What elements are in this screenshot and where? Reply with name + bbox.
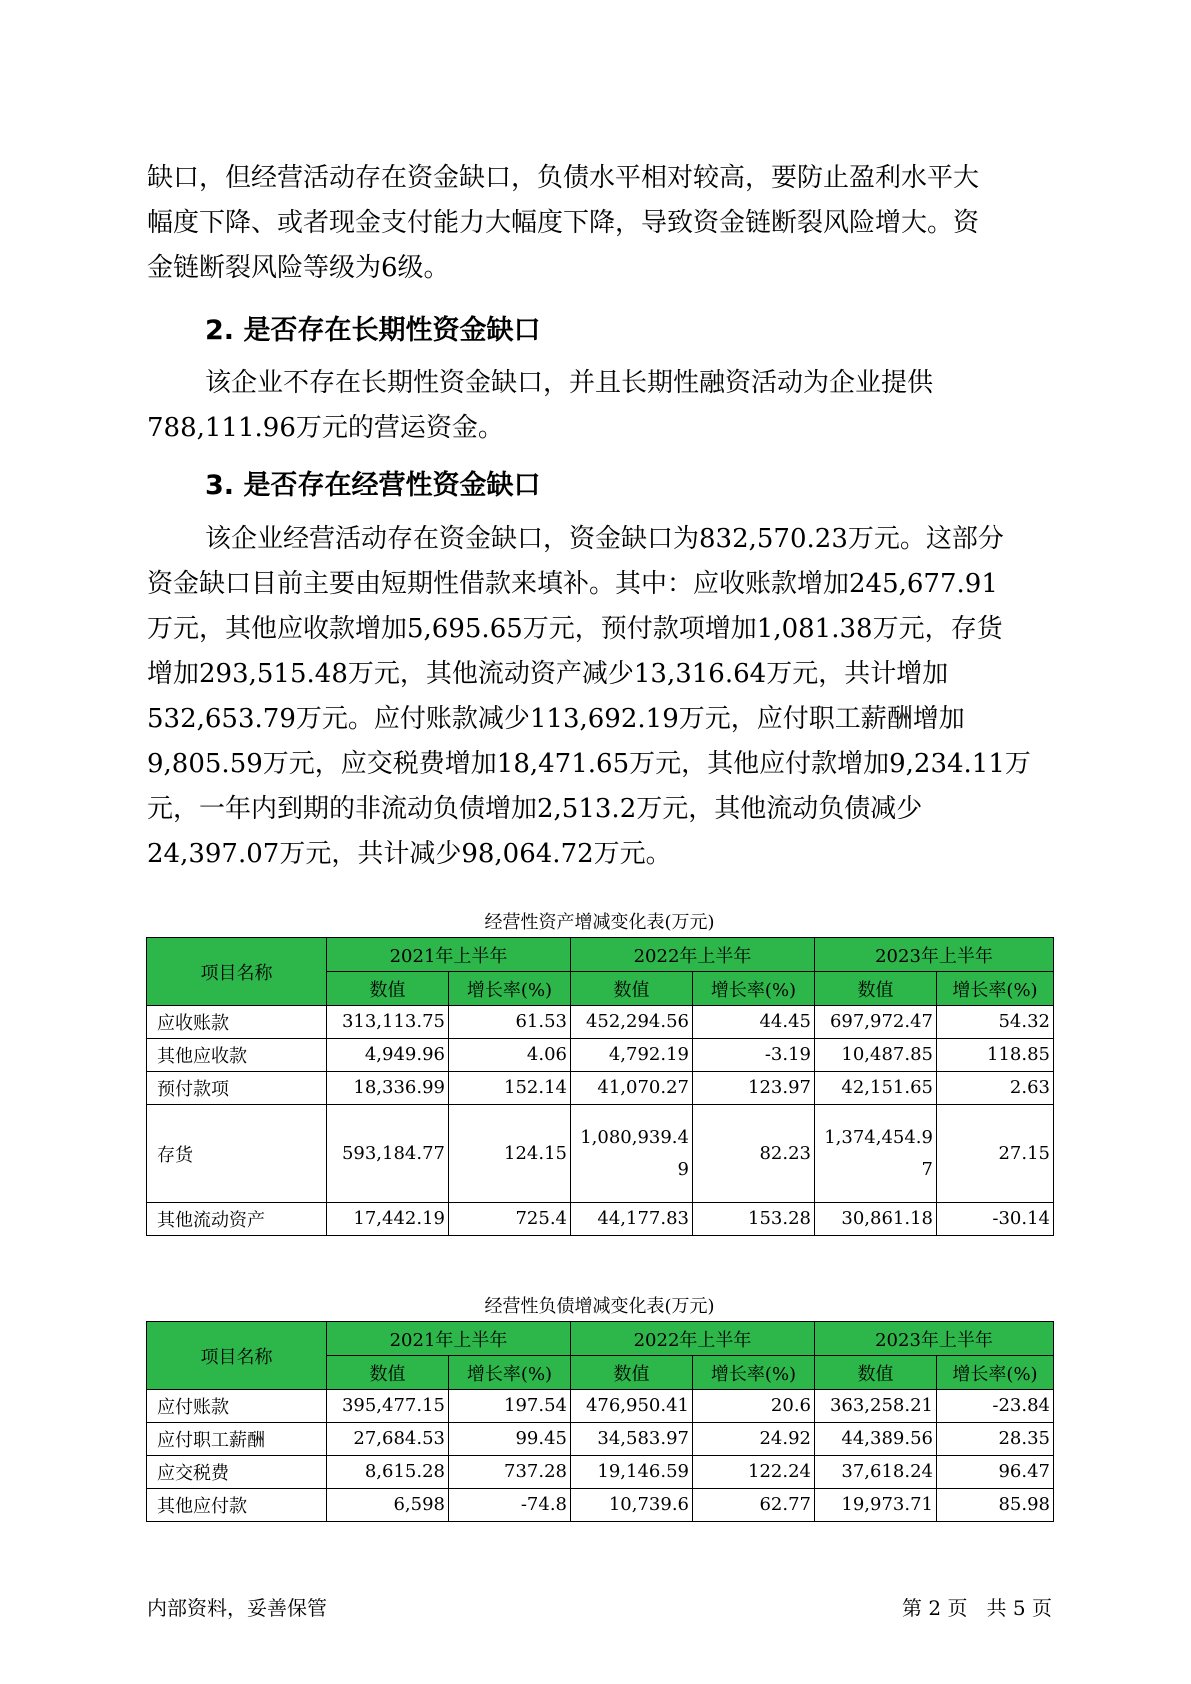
text-line: 该企业不存在长期性资金缺口，并且长期性融资活动为企业提供 (205, 368, 934, 398)
cell-rate: 122.24 (693, 1456, 815, 1489)
cell-value: 10,739.6 (571, 1489, 693, 1522)
cell-value: 41,070.27 (571, 1072, 693, 1105)
cell-rate: 24.92 (693, 1423, 815, 1456)
text-line: 532,653.79万元。应付账款减少113,692.19万元，应付职工薪酬增加 (147, 704, 965, 734)
text-line: 增加293,515.48万元，其他流动资产减少13,316.64万元，共计增加 (147, 659, 949, 689)
text-line: 元，一年内到期的非流动负债增加2,513.2万元，其他流动负债减少 (147, 794, 923, 824)
cell-rate: 123.97 (693, 1072, 815, 1105)
cell-rate: 124.15 (449, 1105, 571, 1203)
cell-rate: 118.85 (937, 1039, 1054, 1072)
row-name: 存货 (147, 1105, 327, 1203)
header-item-name: 项目名称 (147, 1322, 327, 1390)
table-row (147, 1006, 1054, 1039)
cell-value: 42,151.65 (815, 1072, 937, 1105)
text-line: 788,111.96万元的营运资金。 (147, 413, 504, 443)
operating-liabilities-table (146, 1321, 1054, 1522)
header-period: 2023年上半年 (815, 938, 1054, 972)
cell-rate: 20.6 (693, 1390, 815, 1423)
cell-rate: 4.06 (449, 1039, 571, 1072)
header-period: 2022年上半年 (571, 1322, 815, 1356)
footer-confidential-note: 内部资料，妥善保管 (147, 1596, 327, 1620)
cell-value: 452,294.56 (571, 1006, 693, 1039)
cell-value: 313,113.75 (327, 1006, 449, 1039)
cell-value: 37,618.24 (815, 1456, 937, 1489)
row-name: 应付职工薪酬 (147, 1423, 327, 1456)
table-row (147, 1072, 1054, 1105)
table-row (147, 1423, 1054, 1456)
header-value: 数值 (571, 1356, 693, 1390)
cell-value: 395,477.15 (327, 1390, 449, 1423)
cell-value: 4,949.96 (327, 1039, 449, 1072)
cell-value: 19,146.59 (571, 1456, 693, 1489)
cell-value: 363,258.21 (815, 1390, 937, 1423)
header-value: 数值 (327, 1356, 449, 1390)
table-row (147, 1456, 1054, 1489)
cell-value: 18,336.99 (327, 1072, 449, 1105)
table-row (147, 1105, 1054, 1203)
cell-rate: 62.77 (693, 1489, 815, 1522)
footer-page-number: 第 2 页 共 5 页 (902, 1596, 1052, 1620)
text-line: 万元，其他应收款增加5,695.65万元，预付款项增加1,081.38万元，存货 (147, 614, 1003, 644)
cell-rate: 96.47 (937, 1456, 1054, 1489)
cell-rate: 153.28 (693, 1203, 815, 1236)
cell-value: 4,792.19 (571, 1039, 693, 1072)
cell-rate: 54.32 (937, 1006, 1054, 1039)
cell-value: 30,861.18 (815, 1203, 937, 1236)
header-item-name: 项目名称 (147, 938, 327, 1006)
header-period: 2022年上半年 (571, 938, 815, 972)
cell-value: 27,684.53 (327, 1423, 449, 1456)
row-name: 其他流动资产 (147, 1203, 327, 1236)
cell-rate: 737.28 (449, 1456, 571, 1489)
header-value: 数值 (571, 972, 693, 1006)
header-growth-rate: 增长率(%) (449, 972, 571, 1006)
cell-value: 44,389.56 (815, 1423, 937, 1456)
cell-value: 1,374,454.97 (815, 1105, 937, 1203)
cell-value: 8,615.28 (327, 1456, 449, 1489)
row-name: 应交税费 (147, 1456, 327, 1489)
row-name: 预付款项 (147, 1072, 327, 1105)
table-row (147, 1390, 1054, 1423)
cell-rate: 61.53 (449, 1006, 571, 1039)
text-line: 金链断裂风险等级为6级。 (147, 253, 450, 283)
text-line: 该企业经营活动存在资金缺口，资金缺口为832,570.23万元。这部分 (205, 524, 1004, 554)
row-name: 应付账款 (147, 1390, 327, 1423)
section-heading-operating-gap: 3. 是否存在经营性资金缺口 (205, 470, 541, 501)
cell-rate: 27.15 (937, 1105, 1054, 1203)
header-growth-rate: 增长率(%) (693, 1356, 815, 1390)
cell-rate: 725.4 (449, 1203, 571, 1236)
paragraph-operating-gap (147, 517, 1047, 877)
table-caption-liabilities: 经营性负债增减变化表(万元) (484, 1296, 715, 1317)
header-period: 2023年上半年 (815, 1322, 1054, 1356)
table-row (147, 1489, 1054, 1522)
text-line: 9,805.59万元，应交税费增加18,471.65万元，其他应付款增加9,234.11万 (147, 749, 1031, 779)
cell-value: 6,598 (327, 1489, 449, 1522)
paragraph-risk-level (147, 156, 1047, 291)
cell-rate: 197.54 (449, 1390, 571, 1423)
operating-assets-table (146, 937, 1054, 1236)
table-caption-assets: 经营性资产增减变化表(万元) (484, 912, 715, 933)
text-line: 缺口，但经营活动存在资金缺口，负债水平相对较高，要防止盈利水平大 (147, 163, 980, 193)
header-value: 数值 (815, 1356, 937, 1390)
row-name: 应收账款 (147, 1006, 327, 1039)
row-name: 其他应付款 (147, 1489, 327, 1522)
header-growth-rate: 增长率(%) (937, 972, 1054, 1006)
cell-value: 593,184.77 (327, 1105, 449, 1203)
cell-value: 34,583.97 (571, 1423, 693, 1456)
cell-rate: 28.35 (937, 1423, 1054, 1456)
header-period: 2021年上半年 (327, 938, 571, 972)
text-line: 幅度下降、或者现金支付能力大幅度下降，导致资金链断裂风险增大。资 (147, 208, 980, 238)
table-row (147, 1203, 1054, 1236)
cell-rate: 99.45 (449, 1423, 571, 1456)
header-value: 数值 (815, 972, 937, 1006)
text-line: 24,397.07万元，共计减少98,064.72万元。 (147, 839, 672, 869)
paragraph-long-term-gap (147, 361, 1047, 451)
cell-rate: 152.14 (449, 1072, 571, 1105)
header-growth-rate: 增长率(%) (449, 1356, 571, 1390)
header-growth-rate: 增长率(%) (693, 972, 815, 1006)
row-name: 其他应收款 (147, 1039, 327, 1072)
cell-rate: -74.8 (449, 1489, 571, 1522)
cell-value: 17,442.19 (327, 1203, 449, 1236)
header-growth-rate: 增长率(%) (937, 1356, 1054, 1390)
cell-value: 10,487.85 (815, 1039, 937, 1072)
cell-value: 1,080,939.49 (571, 1105, 693, 1203)
section-heading-long-term-gap: 2. 是否存在长期性资金缺口 (205, 315, 541, 346)
text-line: 资金缺口目前主要由短期性借款来填补。其中：应收账款增加245,677.91 (147, 569, 998, 599)
cell-rate: -23.84 (937, 1390, 1054, 1423)
table-row (147, 1039, 1054, 1072)
header-period: 2021年上半年 (327, 1322, 571, 1356)
cell-rate: 82.23 (693, 1105, 815, 1203)
cell-value: 44,177.83 (571, 1203, 693, 1236)
cell-rate: 2.63 (937, 1072, 1054, 1105)
cell-rate: -30.14 (937, 1203, 1054, 1236)
cell-rate: 85.98 (937, 1489, 1054, 1522)
cell-value: 697,972.47 (815, 1006, 937, 1039)
cell-rate: 44.45 (693, 1006, 815, 1039)
cell-value: 19,973.71 (815, 1489, 937, 1522)
cell-value: 476,950.41 (571, 1390, 693, 1423)
header-value: 数值 (327, 972, 449, 1006)
cell-rate: -3.19 (693, 1039, 815, 1072)
